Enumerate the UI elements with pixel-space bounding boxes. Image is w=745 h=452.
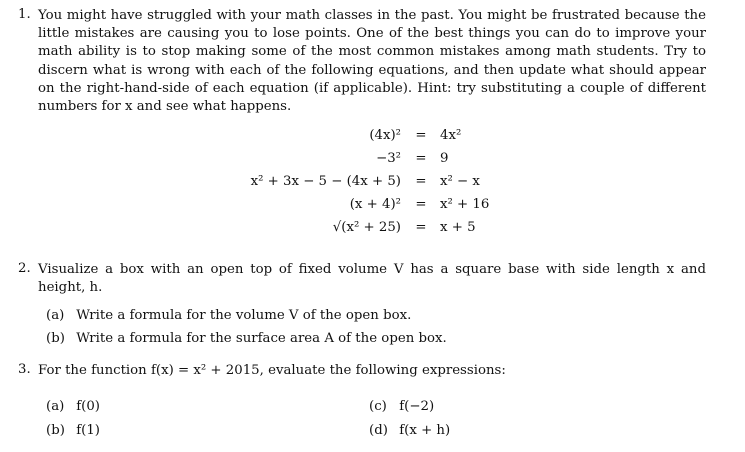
problem-3-part-d (369, 423, 450, 438)
equation-rhs: 9 (440, 151, 449, 166)
problem-3-part-a (46, 399, 100, 414)
equals-sign: = (415, 220, 427, 235)
problem-3-part-b (46, 423, 100, 438)
equation-row (0, 220, 745, 242)
problem-2-text: Visualize a box with an open top of fixed volume V has a square base with side length x and height, h. (38, 262, 706, 296)
equation-rhs: x² − x (440, 174, 480, 189)
equals-sign: = (415, 174, 427, 189)
equation-rhs: x² + 16 (440, 197, 490, 212)
equation-rhs: x + 5 (440, 220, 476, 235)
part-text: f(1) (76, 423, 100, 438)
part-label: (c) (369, 399, 387, 414)
part-label: (d) (369, 423, 388, 438)
part-text: f(−2) (399, 399, 435, 414)
problem-3-part-c (369, 399, 434, 414)
equation-row (0, 128, 745, 150)
equation-lhs: x² + 3x − 5 − (4x + 5) (250, 174, 401, 189)
problem-1-number: 1. (18, 7, 31, 22)
problem-3-number: 3. (18, 362, 31, 377)
equals-sign: = (415, 128, 427, 143)
problem-1-text: You might have struggled with your math classes in the past. You might be frustrated because the little mistakes are causing you to lose points. One of the best things you can do to improve your math ability is to stop making some of the most common mistakes among math students. Try to discern what is wrong with each of the following equations, and then update what should appear on the right-hand-side of each equation (if applicable). Hint: try substituting a couple of different numbers for x and see what happens. (38, 8, 706, 115)
equation-lhs: √(x² + 25) (332, 220, 401, 235)
part-label: (b) (46, 331, 65, 346)
problem-2-number: 2. (18, 261, 31, 276)
equation-row (0, 197, 745, 219)
problem-2-part-a (46, 308, 411, 323)
problem-2-part-b (46, 331, 447, 346)
equation-lhs: (x + 4)² (349, 197, 401, 212)
equation-row (0, 151, 745, 173)
part-text: f(x + h) (399, 423, 451, 438)
equation-rhs: 4x² (440, 128, 462, 143)
part-label: (a) (46, 399, 65, 414)
part-label: (b) (46, 423, 65, 438)
equation-lhs: −3² (376, 151, 401, 166)
part-text: f(0) (76, 399, 100, 414)
part-label: (a) (46, 308, 65, 323)
part-text: Write a formula for the volume V of the open box. (76, 308, 412, 323)
equals-sign: = (415, 151, 427, 166)
equation-lhs: (4x)² (369, 128, 401, 143)
problem-3-text: For the function f(x) = x² + 2015, evaluate the following expressions: (38, 363, 506, 378)
equals-sign: = (415, 197, 427, 212)
equation-row (0, 174, 745, 196)
part-text: Write a formula for the surface area A of the open box. (76, 331, 447, 346)
equation-list (0, 128, 745, 243)
